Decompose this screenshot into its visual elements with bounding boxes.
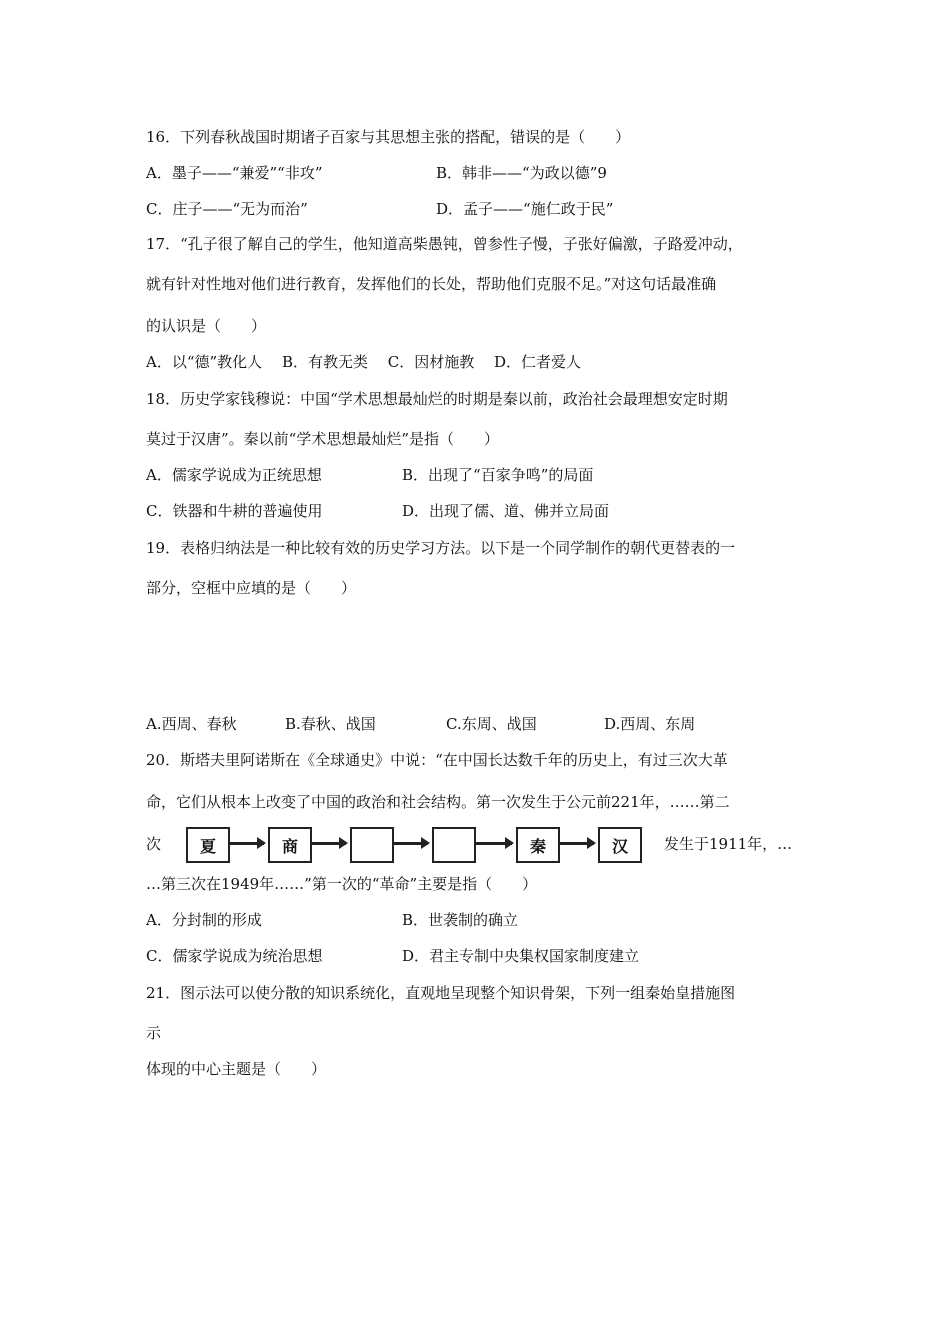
q20-stem-line4: …第三次在1949年……”第一次的“革命”主要是指（ ） — [146, 875, 538, 893]
q21-stem-line3: 体现的中心主题是（ ） — [146, 1060, 327, 1078]
q18-stem-line1: 18．历史学家钱穆说：中国“学术思想最灿烂的时期是秦以前，政治社会最理想安定时期 — [146, 390, 728, 408]
q19-option-c: C.东周、战国 — [446, 715, 537, 733]
q18-option-a: A．儒家学说成为正统思想 — [146, 466, 322, 484]
q21-stem-line1: 21．图示法可以使分散的知识系统化，直观地呈现整个知识骨架，下列一组秦始皇措施图 — [146, 984, 736, 1002]
q20-stem-line3-left: 次 — [146, 835, 162, 853]
q19-stem-line1: 19．表格归纳法是一种比较有效的历史学习方法。以下是一个同学制作的朝代更替表的一 — [146, 539, 736, 557]
dynasty-box-han: 汉 — [598, 827, 642, 863]
q16-option-c: C．庄子——“无为而治” — [146, 200, 308, 218]
q16-option-d: D．孟子——“施仁政于民” — [436, 200, 614, 218]
q19-option-a: A.西周、春秋 — [146, 715, 237, 733]
dynasty-box-qin: 秦 — [516, 827, 560, 863]
q20-stem-line3-right: 发生于1911年，… — [664, 835, 793, 853]
q20-stem-line1: 20．斯塔夫里阿诺斯在《全球通史》中说：“在中国长达数千年的历史上，有过三次大革 — [146, 751, 728, 769]
q17-options: A．以“德”教化人 B．有教无类 C．因材施教 D．仁者爱人 — [146, 353, 582, 371]
flow-arrow — [560, 842, 594, 845]
q20-option-b: B．世袭制的确立 — [402, 911, 519, 929]
q18-option-c: C．铁器和牛耕的普遍使用 — [146, 502, 323, 520]
flow-arrow — [476, 842, 512, 845]
dynasty-box-shang: 商 — [268, 827, 312, 863]
q20-option-c: C．儒家学说成为统治思想 — [146, 947, 323, 965]
q16-option-a: A．墨子——“兼爱”“非攻” — [146, 164, 323, 182]
q18-option-d: D．出现了儒、道、佛并立局面 — [402, 502, 610, 520]
q19-option-b: B.春秋、战国 — [285, 715, 376, 733]
flow-arrow — [230, 842, 264, 845]
dynasty-flow-diagram — [186, 824, 648, 864]
q17-stem-line1: 17．“孔子很了解自己的学生，他知道高柴愚钝，曾参性子慢，子张好偏激，子路爱冲动， — [146, 235, 743, 253]
flow-arrow — [312, 842, 346, 845]
q19-stem-line2: 部分，空框中应填的是（ ） — [146, 579, 357, 597]
q17-stem-line3: 的认识是（ ） — [146, 317, 267, 335]
dynasty-box-xia: 夏 — [186, 827, 230, 863]
q18-stem-line2: 莫过于汉唐”。秦以前“学术思想最灿烂”是指（ ） — [146, 430, 500, 448]
q20-option-d: D．君主专制中央集权国家制度建立 — [402, 947, 640, 965]
dynasty-box-blank-1 — [350, 827, 394, 863]
q20-option-a: A．分封制的形成 — [146, 911, 262, 929]
q21-stem-line2: 示 — [146, 1024, 162, 1042]
q16-stem: 16．下列春秋战国时期诸子百家与其思想主张的搭配，错误的是（ ） — [146, 128, 631, 146]
q20-stem-line2: 命，它们从根本上改变了中国的政治和社会结构。第一次发生于公元前221年，……第二 — [146, 793, 730, 811]
q18-option-b: B．出现了“百家争鸣”的局面 — [402, 466, 594, 484]
flow-arrow — [394, 842, 428, 845]
q19-option-d: D.西周、东周 — [604, 715, 696, 733]
dynasty-box-blank-2 — [432, 827, 476, 863]
q16-option-b: B．韩非——“为政以德”9 — [436, 164, 607, 182]
q17-stem-line2: 就有针对性地对他们进行教育，发挥他们的长处，帮助他们克服不足。”对这句话最准确 — [146, 275, 717, 293]
